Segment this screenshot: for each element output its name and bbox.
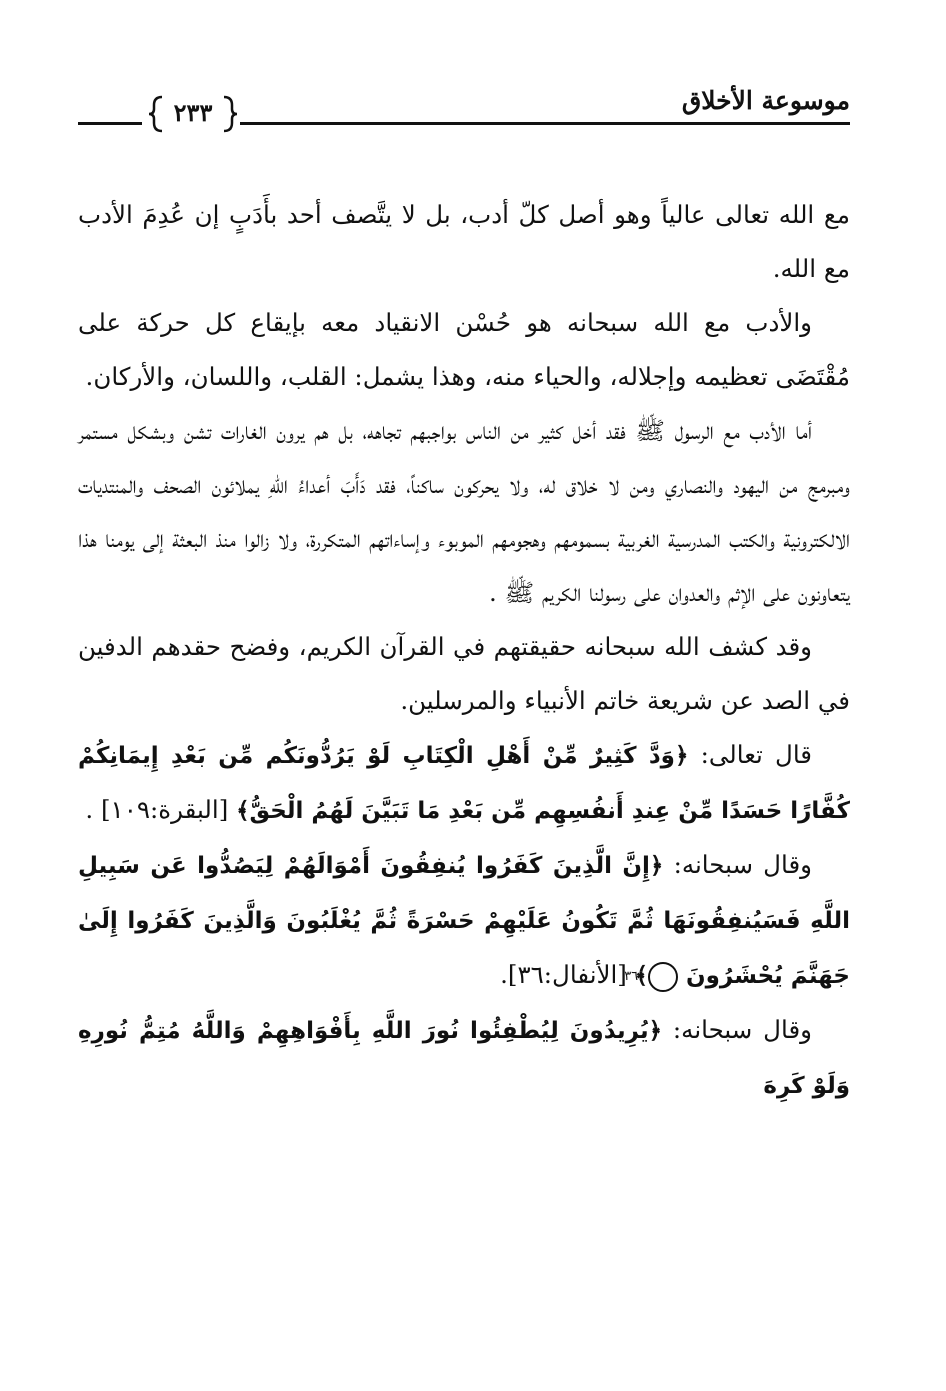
page-body [78,188,850,1113]
quote-1-verse: ﴿وَدَّ كَثِيرٌ مِّنْ أَهْلِ الْكِتَابِ لَوْ يَرُدُّونَكُم مِّن بَعْدِ إِيمَانِكُمْ كُفَّارًا حَسَدًا مِّنْ عِندِ أَنفُسِهِم مِّن بَعْدِ مَا تَبَيَّنَ لَهُمُ الْحَقُّ﴾ [78,743,850,824]
quote-1-intro: قال تعالى: [688,740,813,769]
quote-3-verse: ﴿يُرِيدُونَ لِيُطْفِئُوا نُورَ اللَّهِ بِأَفْوَاهِهِمْ وَاللَّهُ مُتِمُّ نُورِهِ وَلَوْ كَرِهَ [78,1018,850,1099]
page-number: ٢٣٣ [173,98,213,127]
quote-2-verse-close: ﴾ [634,963,649,989]
paragraph-1: مع الله تعالى عالياً وهو أصل كلّ أدب، بل لا يتَّصف أحد بأَدَبٍ إن عُدِمَ الأدب مع الله. [78,200,850,283]
quote-2-verse: ﴿إِنَّ الَّذِينَ كَفَرُوا يُنفِقُونَ أَمْوَالَهُمْ لِيَصُدُّوا عَن سَبِيلِ اللَّهِ فَسَيُنفِقُونَهَا ثُمَّ تَكُونُ عَلَيْهِمْ حَسْرَةً ثُمَّ يُغْلَبُونَ وَالَّذِينَ كَفَرُوا إِلَىٰ جَهَنَّمَ يُحْشَرُونَ [78,853,850,989]
quote-3-intro: وقال سبحانه: [662,1015,812,1044]
header-rule-left [78,122,142,125]
quote-2 [78,838,850,1003]
book-title: موسوعة الأخلاق [681,86,850,115]
quote-1 [78,728,850,838]
verse-number-ornament: ٣٦ [648,962,678,992]
quote-1-reference: [البقرة:١٠٩] . [85,795,229,824]
header-rule-right [240,122,850,125]
quote-2-intro: وقال سبحانه: [663,850,812,879]
quote-2-reference: [الأنفال:٣٦]. [500,960,627,989]
paragraph-3: أما الأدب مع الرسول ﷺ فقد أخل كثير من الناس بواجبهم تجاهه، بل هم يرون الغارات تشن وبشكل مستمر ومبرمج من اليهود والنصاري ومن لا خلاق له، ولا يحركون ساكناً، فقد دَأَبَ أعداءُ اللهِ يملائون الصحف والمنتديات الالكترونية والكتب المدرسية الغربية بسمومهم وهجومهم الموبوء وإساءاتهم المتكررة، ولا زالوا منذ البعثة إلى يومنا هذا يتعاونون على الإثم والعدوان على رسولنا الكريم ﷺ . [78,416,850,607]
quote-3 [78,1003,850,1113]
page-header [78,78,850,134]
paragraph-2: والأدب مع الله سبحانه هو حُسْن الانقياد معه بإيقاع كل حركة على مُقْتَضَى تعظيمه وإجلاله، والحياء منه، وهذا يشمل: القلب، واللسان، والأركان. [78,308,850,391]
paragraph-4: وقد كشف الله سبحانه حقيقتهم في القرآن الكريم، وفضح حقدهم الدفين في الصد عن شريعة خاتم الأنبياء والمرسلين. [78,632,850,715]
page-number-frame [148,94,238,134]
